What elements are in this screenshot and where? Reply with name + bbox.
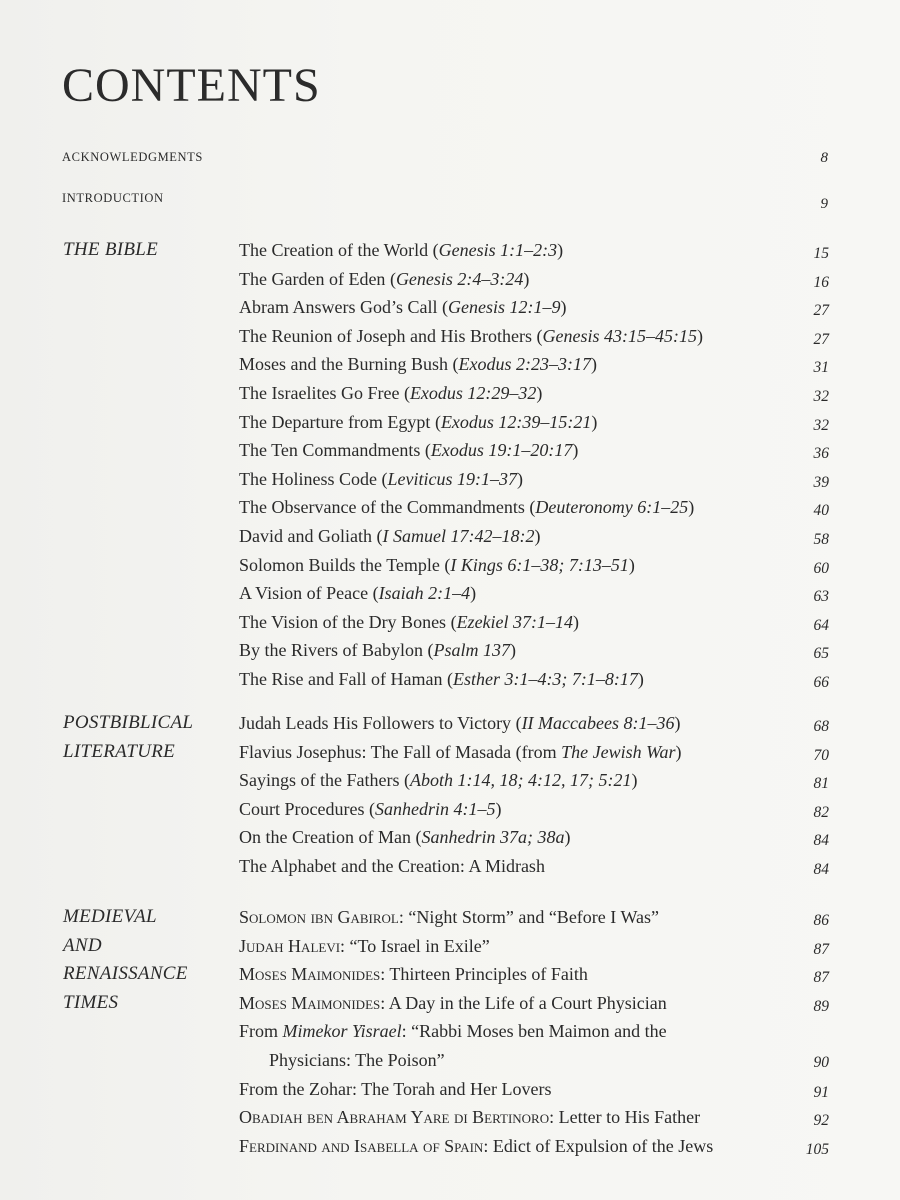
entry-title-tail: ) <box>675 741 682 762</box>
toc-entry: The Reunion of Joseph and His Brothers (Genesis 43:15–45:15) 27 <box>239 322 829 351</box>
page-number: 89 <box>813 997 829 1015</box>
entry-title: The Observance of the Commandments <box>239 497 525 518</box>
entry-title: : Thirteen Principles of Faith <box>380 964 588 985</box>
front-matter-acknowledgments <box>62 148 828 166</box>
front-matter-introduction <box>62 189 828 212</box>
entry-reference: Esther 3:1–4:3; 7:1–8:17 <box>452 668 638 689</box>
entry-title: The Departure from Egypt <box>239 411 431 432</box>
toc-entry <box>239 1017 829 1074</box>
entry-italic-title: Mimekor Yisrael <box>282 1021 402 1042</box>
entry-author: Moses Maimonides <box>239 964 381 985</box>
page-number: 40 <box>813 502 829 520</box>
entry-title: Judah Leads His Followers to Victory <box>239 713 512 733</box>
toc-entry: The Holiness Code (Leviticus 19:1–37) 39 <box>239 465 829 494</box>
entry-reference: Aboth 1:14, 18; 4:12, 17; 5:21 <box>409 770 632 791</box>
entry-reference: Ezekiel 37:1–14 <box>456 611 574 632</box>
entry-title: : “Night Storm” and “Before I Was” <box>398 907 659 927</box>
toc-entry <box>239 989 829 1018</box>
entry-title: : A Day in the Life of a Court Physician <box>380 992 667 1013</box>
entry-reference: Genesis 2:4–3:24 <box>395 268 524 289</box>
page-number: 36 <box>813 445 829 463</box>
page-number: 92 <box>813 1112 829 1130</box>
toc-entry <box>239 1132 829 1161</box>
entry-author: Ferdinand and Isabella of Spain <box>239 1135 484 1156</box>
section-label <box>63 903 188 1017</box>
toc-entry <box>239 738 829 767</box>
entry-reference: Genesis 1:1–2:3 <box>438 240 558 260</box>
page-number: 90 <box>813 1054 829 1072</box>
entry-title: A Vision of Peace <box>239 583 369 604</box>
page-number: 27 <box>813 302 829 320</box>
toc-entry <box>239 903 829 932</box>
entry-reference: Exodus 12:29–32 <box>409 382 537 403</box>
entry-title: : Edict of Expulsion of the Jews <box>483 1135 714 1156</box>
entry-author: Moses Maimonides <box>239 992 381 1013</box>
page-number: 63 <box>813 588 829 606</box>
page-number: 87 <box>813 969 829 987</box>
toc-entry: Sayings of the Fathers (Aboth 1:14, 18; 4:12, 17; 5:21) 81 <box>239 766 829 795</box>
page-number: 32 <box>813 416 829 434</box>
toc-entry <box>239 932 829 961</box>
toc-entry: Abram Answers God’s Call (Genesis 12:1–9) 27 <box>239 293 829 322</box>
page-number: 105 <box>805 1140 829 1158</box>
entry-reference: Genesis 12:1–9 <box>447 297 561 318</box>
entry-title: David and Goliath <box>239 525 372 546</box>
toc-entry: The Garden of Eden (Genesis 2:4–3:24) 16 <box>239 265 829 294</box>
page-number: 66 <box>813 673 829 691</box>
page-number: 16 <box>813 273 829 291</box>
toc-entry: The Ten Commandments (Exodus 19:1–20:17) 36 <box>239 436 829 465</box>
toc-entry <box>239 960 829 989</box>
page-number: 81 <box>813 775 829 793</box>
entry-list <box>239 903 829 1160</box>
page-number: 86 <box>813 912 829 929</box>
entry-italic-title: The Jewish War <box>561 741 676 762</box>
page-number: 68 <box>813 718 829 735</box>
page-number: 39 <box>813 473 829 491</box>
section-label-line: POSTBIBLICAL <box>63 712 194 733</box>
page-number: 15 <box>813 245 829 262</box>
entry-list <box>239 236 829 694</box>
entry-title: From the Zohar: The Torah and Her Lovers <box>239 1078 552 1099</box>
section-label-line: AND <box>63 934 102 956</box>
entry-title: Sayings of the Fathers <box>239 770 400 791</box>
entry-reference: II Maccabees 8:1–36 <box>521 713 675 733</box>
section-label <box>63 709 193 766</box>
page-number: 60 <box>813 559 829 577</box>
entry-title: The Ten Commandments <box>239 440 421 461</box>
entry-title: Moses and the Burning Bush <box>239 354 448 375</box>
page-number: 91 <box>813 1083 829 1101</box>
entry-title: : “To Israel in Exile” <box>340 935 490 956</box>
entry-reference: Isaiah 2:1–4 <box>378 583 471 604</box>
entry-reference: Psalm 137 <box>433 640 510 661</box>
entry-list <box>239 709 829 881</box>
section-label-line: MEDIEVAL <box>63 906 157 927</box>
entry-reference: Deuteronomy 6:1–25 <box>535 497 689 518</box>
front-matter-label: ACKNOWLEDGMENTS <box>62 150 203 164</box>
page-number: 64 <box>813 616 829 634</box>
toc-entry <box>239 1075 829 1104</box>
entry-title: Flavius Josephus: The Fall of Masada (from <box>239 741 562 762</box>
entry-title: The Israelites Go Free <box>239 382 400 403</box>
page-number: 32 <box>813 387 829 405</box>
entry-author: Solomon ibn Gabirol <box>239 907 399 927</box>
page-number: 70 <box>813 746 829 764</box>
toc-entry: The Departure from Egypt (Exodus 12:39–15:21) 32 <box>239 408 829 437</box>
page-number: 87 <box>813 940 829 958</box>
front-matter-label: INTRODUCTION <box>62 191 164 205</box>
toc-entry <box>239 852 829 881</box>
entry-continuation: Physicians: The Poison” <box>269 1049 445 1070</box>
toc-entry: Court Procedures (Sanhedrin 4:1–5) 82 <box>239 795 829 824</box>
toc-entry <box>239 1103 829 1132</box>
entry-title: The Rise and Fall of Haman <box>239 668 443 689</box>
entry-title: The Vision of the Dry Bones <box>239 611 447 632</box>
page-number: 31 <box>813 359 829 377</box>
section-label-line: LITERATURE <box>63 740 176 762</box>
entry-reference: Exodus 2:23–3:17 <box>458 354 591 375</box>
toc-entry: The Vision of the Dry Bones (Ezekiel 37:1–14) 64 <box>239 608 829 637</box>
entry-reference: Leviticus 19:1–37 <box>387 468 517 489</box>
entry-title: Solomon Builds the Temple <box>239 554 440 575</box>
toc-entry: The Rise and Fall of Haman (Esther 3:1–4:3; 7:1–8:17) 66 <box>239 665 829 694</box>
toc-entry: Solomon Builds the Temple (I Kings 6:1–38; 7:13–51) 60 <box>239 551 829 580</box>
toc-entry: By the Rivers of Babylon (Psalm 137) 65 <box>239 636 829 665</box>
toc-entry: On the Creation of Man (Sanhedrin 37a; 38a) 84 <box>239 823 829 852</box>
entry-title: On the Creation of Man <box>239 827 411 848</box>
entry-reference: I Kings 6:1–38; 7:13–51 <box>450 554 629 575</box>
entry-title: By the Rivers of Babylon <box>239 640 423 661</box>
entry-reference: Exodus 12:39–15:21 <box>440 411 592 432</box>
page-title: CONTENTS <box>62 59 321 112</box>
section-label-line: THE BIBLE <box>63 239 159 260</box>
entry-reference: Exodus 19:1–20:17 <box>430 440 573 461</box>
entry-title: The Garden of Eden <box>239 268 386 289</box>
entry-reference: I Samuel 17:42–18:2 <box>382 525 535 546</box>
page-number: 58 <box>813 530 829 548</box>
section-label-line: TIMES <box>63 991 119 1013</box>
entry-title: Abram Answers God’s Call <box>239 297 438 318</box>
entry-title: From <box>239 1021 283 1042</box>
toc-entry: Judah Leads His Followers to Victory (II Maccabees 8:1–36) 68 <box>239 709 829 738</box>
entry-title: Court Procedures <box>239 798 365 819</box>
toc-entry: The Creation of the World (Genesis 1:1–2:3) 15 <box>239 236 829 265</box>
entry-title: The Holiness Code <box>239 468 377 489</box>
entry-title: The Creation of the World <box>239 240 429 260</box>
entry-title: The Reunion of Joseph and His Brothers <box>239 325 532 346</box>
page-number: 84 <box>813 832 829 850</box>
page-number: 8 <box>820 150 828 166</box>
toc-entry: A Vision of Peace (Isaiah 2:1–4) 63 <box>239 579 829 608</box>
page-number: 82 <box>813 803 829 821</box>
page-number: 27 <box>813 330 829 348</box>
section-label <box>63 236 158 265</box>
page-number: 65 <box>813 645 829 663</box>
section-label-line: RENAISSANCE <box>63 963 188 985</box>
entry-title: The Alphabet and the Creation: A Midrash <box>239 855 545 876</box>
toc-entry: The Israelites Go Free (Exodus 12:29–32) 32 <box>239 379 829 408</box>
entry-reference: Sanhedrin 37a; 38a <box>421 827 565 848</box>
toc-entry: Moses and the Burning Bush (Exodus 2:23–3:17) 31 <box>239 350 829 379</box>
entry-title-tail: : “Rabbi Moses ben Maimon and the <box>401 1021 667 1042</box>
toc-entry: The Observance of the Commandments (Deuteronomy 6:1–25) 40 <box>239 493 829 522</box>
toc-entry: David and Goliath (I Samuel 17:42–18:2) 58 <box>239 522 829 551</box>
entry-author: Judah Halevi <box>239 935 341 956</box>
entry-reference: Genesis 43:15–45:15 <box>542 325 697 346</box>
entry-title: : Letter to His Father <box>549 1107 701 1128</box>
entry-reference: Sanhedrin 4:1–5 <box>374 798 496 819</box>
page-number: 9 <box>820 196 828 212</box>
entry-author: Obadiah ben Abraham Yare di Bertinoro <box>239 1107 550 1128</box>
page-number: 84 <box>813 860 829 878</box>
